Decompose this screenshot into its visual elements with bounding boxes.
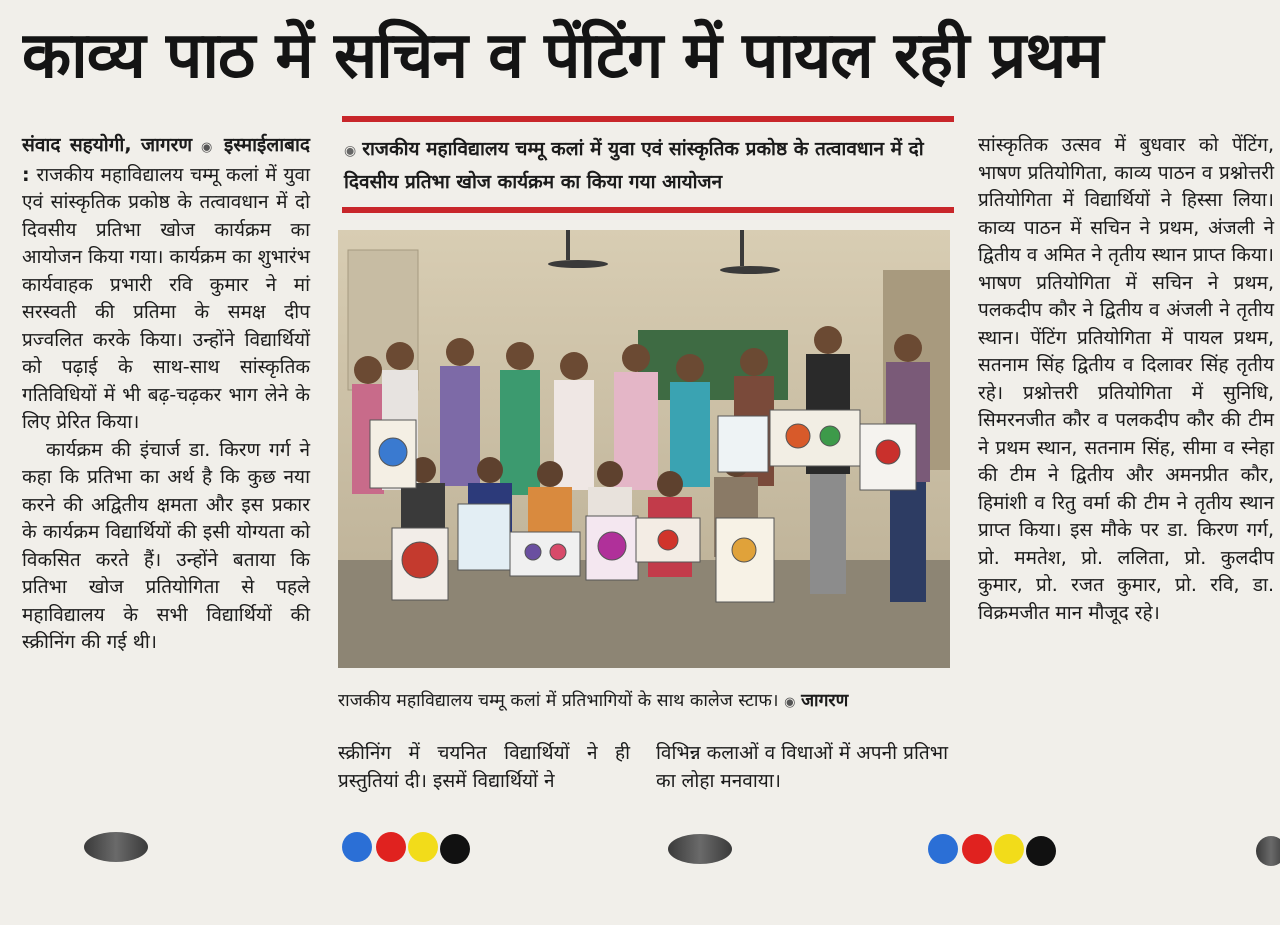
paragraph-3: सांस्कृतिक उत्सव में बुधवार को पेंटिंग, भाषण प्रतियोगिता, काव्य पाठन व प्रश्नोत्तरी प्रतियोगिता में विद्यार्थियों ने हिस्सा लिया। काव्य पाठन में सचिन ने प्रथम, अंजली ने द्वितीय व अमित ने तृतीय स्थान प्राप्त किया। भाषण प्रतियोगिता में सचिन ने प्रथम, पलकदीप कौर ने द्वितीय व अंजली ने तृतीय स्थान। पेंटिंग प्रतियोगिता में पायल प्रथम, सतनाम सिंह द्वितीय व दिलावर सिंह तृतीय रहे। प्रश्नोत्तरी प्रतियोगिता में सुनिधि, सिमरनजीत कौर व पलकदीप कौर की टीम ने प्रथम स्थान, सतनाम सिंह, सीमा व स्नेहा की टीम ने द्वितीय और अमनप्रीत कौर, हिमांशी व रितु वर्मा की टीम ने तृतीय स्थान प्राप्त किया। इस मौके पर डा. किरण गर्ग, प्रो. ममतेश, प्रो. ललिता, प्रो. कुलदीप कुमार, प्रो. रजत कुमार, प्रो. रवि, डा. विक्रमजीत मान मौजूद रहे। [978, 134, 1274, 624]
registration-mark-right [1256, 836, 1280, 866]
article-left-column [22, 132, 310, 657]
bullet-icon: ◉ [784, 695, 796, 710]
bullet-icon: ◉ [344, 143, 357, 159]
paragraph-2: कार्यक्रम की इंचार्ज डा. किरण गर्ग ने कहा कि प्रतिभा का अर्थ है कि कुछ नया करने की अद्वितीय क्षमता और इस प्रकार के कार्यक्रम विद्यार्थियों की इसी योग्यता को विकसित करते हैं। उन्होंने बताया कि प्रतिभा खोज प्रतियोगिता से पहले महाविद्यालय के सभी विद्यार्थियों की स्क्रीनिंग की गई थी। [22, 438, 310, 653]
black-dot [1026, 836, 1056, 866]
deck-rule-top [342, 116, 954, 122]
deck-block [344, 134, 954, 198]
blue-dot [928, 834, 958, 864]
red-dot [962, 834, 992, 864]
byline-source: संवाद सहयोगी, जागरण [22, 134, 193, 156]
middle-column-b: विभिन्न कलाओं व विधाओं में अपनी प्रतिभा का लोहा मनवाया। [656, 742, 948, 792]
yellow-dot [994, 834, 1024, 864]
photo-caption [338, 688, 950, 716]
blue-dot [342, 832, 372, 862]
black-dot [440, 834, 470, 864]
caption-text: राजकीय महाविद्यालय चम्मू कलां में प्रतिभागियों के साथ कालेज स्टाफ। [338, 691, 779, 711]
dateline: इस्माईलाबाद : [22, 134, 310, 186]
paragraph-1: राजकीय महाविद्यालय चम्मू कलां में युवा एवं सांस्कृतिक प्रकोष्ठ के तत्वावधान में दो दिवसीय प्रतिभा खोज कार्यक्रम का आयोजन किया गया। कार्यक्रम का शुभारंभ कार्यवाहक प्रभारी रवि कुमार ने मां सरस्वती की प्रतिमा के समक्ष दीप प्रज्वलित करके किया। उन्होंने विद्यार्थियों को पढ़ाई के साथ-साथ सांस्कृतिक गतिविधियों में भी बढ़-चढ़कर भाग लेने के लिए प्रेरित किया। [22, 163, 310, 433]
group-photo [338, 230, 950, 668]
article-right-column [978, 132, 1274, 627]
registration-mark-center [668, 834, 732, 864]
registration-mark-left [84, 832, 148, 862]
photo-credit: जागरण [801, 691, 849, 711]
middle-column-a: स्क्रीनिंग में चयनित विद्यार्थियों ने ही प्रस्तुतियां दी। इसमें विद्यार्थियों ने [338, 742, 630, 792]
deck-text: राजकीय महाविद्यालय चम्मू कलां में युवा एवं सांस्कृतिक प्रकोष्ठ के तत्वावधान में दो दिवसीय प्रतिभा खोज कार्यक्रम का किया गया आयोजन [344, 138, 924, 193]
deck-rule-bottom [342, 207, 954, 213]
headline: काव्य पाठ में सचिन व पेंटिंग में पायल रही प्रथम [22, 19, 1103, 93]
byline-paragraph [22, 132, 310, 437]
yellow-dot [408, 832, 438, 862]
red-dot [376, 832, 406, 862]
bullet-icon: ◉ [201, 140, 216, 155]
